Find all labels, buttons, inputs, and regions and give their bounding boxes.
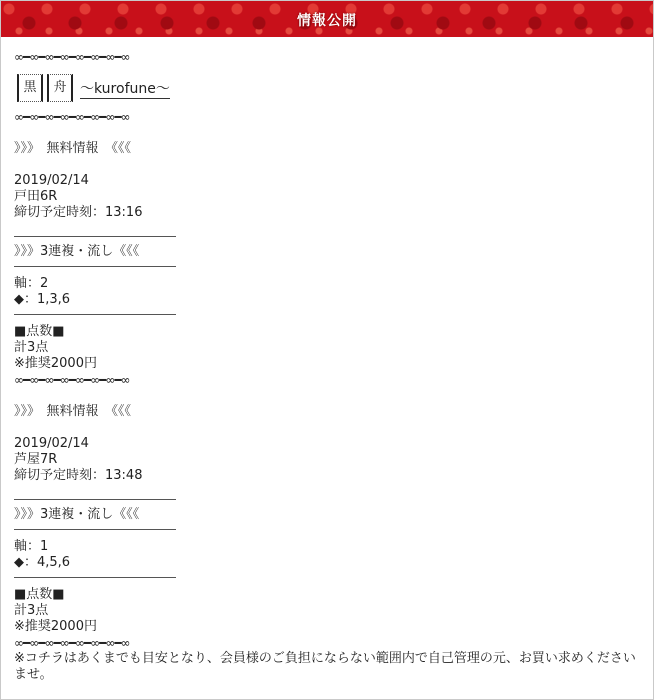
content-area: [1, 37, 653, 683]
race-date: 2019/02/14: [14, 436, 89, 451]
kurofune-logo: [20, 67, 653, 109]
recommended-amount: ※推奨2000円: [14, 619, 97, 634]
disclaimer-note: ※コチラはあくまでも目安となり、会員様のご負担にならない範囲内で自己管理の元、お買い求めくださいませ。: [14, 651, 636, 682]
free-info-heading: 》》》 無料情報 《《《: [14, 141, 132, 156]
bet-partners: ◆：4,5,6: [14, 555, 71, 570]
bet-type-heading: 》》》3連複・流し《《《: [14, 244, 140, 259]
horizontal-rule: [14, 577, 176, 578]
race-name: 戸田6R: [14, 189, 58, 204]
points-heading: ■点数■: [14, 587, 65, 602]
race-deadline: 締切予定時刻：13:16: [14, 205, 143, 220]
points-total: 計3点: [14, 340, 49, 355]
points-total: 計3点: [14, 603, 49, 618]
horizontal-rule: [14, 499, 176, 500]
logo-char-1: 黒: [23, 80, 37, 95]
decorative-divider: ∞━∞━∞━∞━∞━∞━∞━∞: [14, 636, 130, 650]
bet-axis: 軸：2: [14, 276, 49, 291]
horizontal-rule: [14, 266, 176, 267]
decorative-divider: ∞━∞━∞━∞━∞━∞━∞━∞: [14, 110, 130, 124]
free-info-heading: 》》》 無料情報 《《《: [14, 404, 132, 419]
header-bar: [1, 1, 653, 37]
points-heading: ■点数■: [14, 324, 65, 339]
decorative-divider: ∞━∞━∞━∞━∞━∞━∞━∞: [14, 373, 130, 387]
horizontal-rule: [14, 529, 176, 530]
decorative-divider: ∞━∞━∞━∞━∞━∞━∞━∞: [14, 50, 130, 64]
horizontal-rule: [14, 236, 176, 237]
logo-char-box: [50, 74, 70, 102]
race-date: 2019/02/14: [14, 173, 89, 188]
horizontal-rule: [14, 314, 176, 315]
logo-brand-text: 〜kurofune〜: [80, 81, 170, 97]
bet-type-heading: 》》》3連複・流し《《《: [14, 507, 140, 522]
logo-char-2: 舟: [53, 80, 67, 95]
header-title: 情報公開: [297, 13, 357, 29]
recommended-amount: ※推奨2000円: [14, 356, 97, 371]
race-name: 芦屋7R: [14, 452, 58, 467]
bet-axis: 軸：1: [14, 539, 49, 554]
race-deadline: 締切予定時刻：13:48: [14, 468, 143, 483]
logo-char-box: [20, 74, 40, 102]
bet-partners: ◆：1,3,6: [14, 292, 71, 307]
